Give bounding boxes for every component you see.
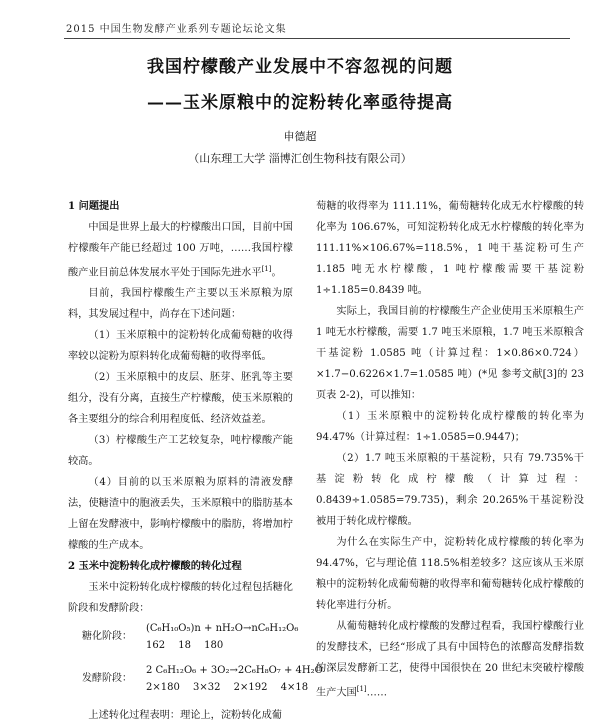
header-rule <box>64 38 570 39</box>
paragraph <box>68 217 293 283</box>
list-item: （4）目前的以玉米原粮为原料的清液发酵法，使糖渣中的胞液丢失，玉米原粮中的脂肪基本上留在发酵液中，影响柠檬酸中的脂肪，将增加柠檬酸的生产成本。 <box>68 477 293 552</box>
paragraph: 目前，我国柠檬酸生产主要以玉米原粮为原料，其发展过程中，尚存在下述问题： <box>68 288 293 321</box>
list-item: （1）玉米原粮中的淀粉转化成葡萄糖的收得率较以淀粉为原料转化成葡萄糖的收得率低。 <box>68 330 293 363</box>
paragraph: 实际上，我国目前的柠檬酸生产企业使用玉米原粮生产 1 吨无水柠檬酸，需要 1.7 吨玉米原粮，1.7 吨玉米原粮含干基淀粉 1.0585 吨（计算过程：1×0.86×0.724）×1.7−0.6226×1.7=1.0585 吨）(*见 参考文献[3]的 23 页表 2-2)，可以推知： <box>316 306 584 401</box>
right-column <box>316 196 584 703</box>
section-heading-1: 1 问题提出 <box>68 200 120 212</box>
paragraph: 上述转化过程表明：理论上，淀粉转化成葡 <box>88 710 282 722</box>
paragraph-text: 。 <box>271 267 282 279</box>
running-header: 2015 中国生物发酵产业系列专题论坛论文集 <box>66 24 287 35</box>
formula-label: 发酵阶段： <box>82 673 132 685</box>
left-column <box>68 196 323 726</box>
formula-fermentation <box>68 663 323 699</box>
article-title: 我国柠檬酸产业发展中不容忽视的问题 <box>147 57 453 77</box>
list-item: （2）玉米原粮中的皮层、胚芽、胚乳等主要组分，没有分离，直接生产柠檬酸，使玉米原粮的各主要组分的综合利用程度低、经济效益差。 <box>68 372 293 426</box>
article-subtitle: ——玉米原粮中的淀粉转化率亟待提高 <box>147 93 453 113</box>
author-affiliation: （山东理工大学 淄博汇创生物科技有限公司） <box>188 152 412 165</box>
paragraph <box>316 616 584 703</box>
paragraph-text: 从葡萄糖转化成柠檬酸的发酵过程看，我国柠檬酸行业的发酵技术，已经“形成了具有中国特色的浓醪高发酵指数的深层发酵新工艺，使得中国很快在 20 世纪末突破柠檬酸生产大国 <box>316 621 584 699</box>
formula-label: 糖化阶段： <box>82 631 132 643</box>
list-item: （2）1.7 吨玉米原粮的干基淀粉，只有 79.735%干基淀粉转化成柠檬酸（计算过程：0.8439÷1.0585=79.735)，剩余 20.265%干基淀粉没被用于转化成柠檬酸。 <box>316 453 584 527</box>
paragraph: 为什么在实际生产中，淀粉转化成柠檬酸的转化率为 94.47%，它与理论值 118.5%相差较多？这应该从玉米原粮中的淀粉转化成葡萄糖的收得率和葡萄糖转化成柠檬酸的转化率进行分析。 <box>316 537 584 611</box>
author-name: 申德超 <box>283 130 317 143</box>
section-heading-2: 2 玉米中淀粉转化成柠檬酸的转化过程 <box>68 560 242 573</box>
citation: [1] <box>356 685 367 693</box>
citation: [1] <box>261 265 272 273</box>
paragraph: 萄糖的收得率为 111.11%，葡萄糖转化成无水柠檬酸的转化率为 106.67%，可知淀粉转化成无水柠檬酸的转化率为 111.11%×106.67%=118.5%，1 吨干基淀粉可生产 1.185 吨无水柠檬酸，1 吨柠檬酸需要干基淀粉 1÷1.185=0.8439 吨。 <box>316 201 584 296</box>
formula-molar-mass: 2×180 3×32 2×192 4×18 <box>146 682 309 694</box>
formula-saccharification <box>68 621 299 657</box>
paragraph-text: 中国是世界上最大的柠檬酸出口国，目前中国柠檬酸年产能已经超过 100 万吨，……我国柠檬酸产业目前总体发展水平处于国际先进水平 <box>68 222 293 279</box>
paragraph-text: …… <box>366 687 388 699</box>
paragraph: 玉米中淀粉转化成柠檬酸的转化过程包括糖化阶段和发酵阶段： <box>68 582 293 615</box>
formula-equation: 2 C₆H₁₂O₆ + 3O₂→2C₆H₈O₇ + 4H₂O <box>146 665 323 677</box>
list-item: （3）柠檬酸生产工艺较复杂，吨柠檬酸产能较高。 <box>68 435 293 468</box>
formula-molar-mass: 162 18 180 <box>146 640 224 652</box>
formula-equation: (C₆H₁₀O₅)n + nH₂O→nC₆H₁₂O₆ <box>146 623 299 635</box>
list-item: （1）玉米原粮中的淀粉转化成柠檬酸的转化率为 94.47%（计算过程：1÷1.0585=0.9447)； <box>316 411 584 443</box>
